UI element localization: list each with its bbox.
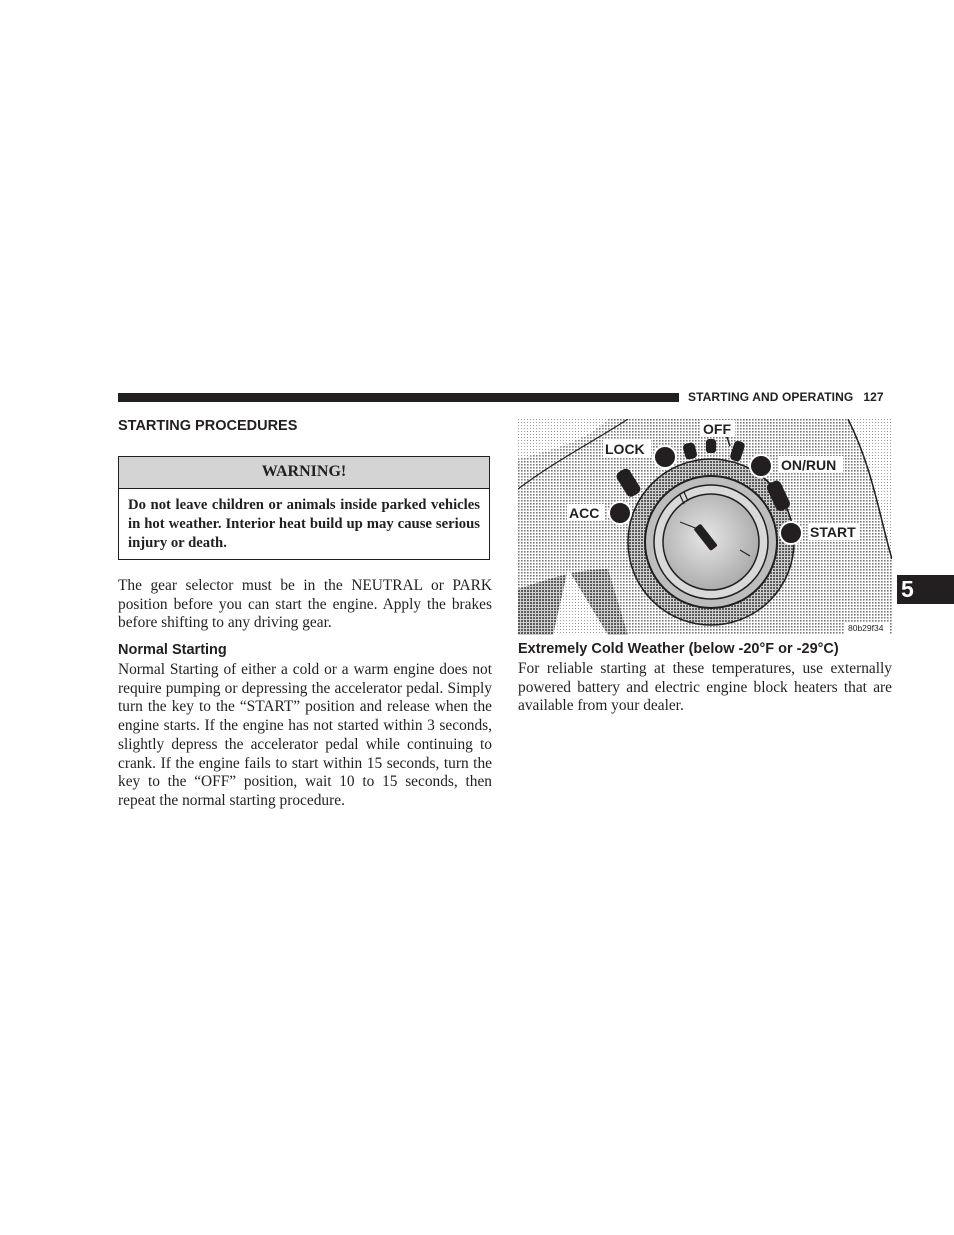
label-start: START <box>810 524 856 540</box>
warning-text: Do not leave children or animals inside parked vehicles in hot weather. Interior heat build up may cause serious injury or death. <box>128 497 480 551</box>
label-acc: ACC <box>569 505 600 521</box>
figure-code: 80b29f34 <box>848 623 884 633</box>
label-lock: LOCK <box>605 441 645 457</box>
header-rule <box>118 393 679 402</box>
chapter-number: 5 <box>901 576 914 602</box>
header-section-title: STARTING AND OPERATING <box>688 390 854 404</box>
intro-paragraph: The gear selector must be in the NEUTRAL or PARK position before you can start the engine. Apply the brakes before shifting to any driving gear. <box>118 577 492 632</box>
page-number: 127 <box>863 390 884 404</box>
ignition-switch-figure <box>518 419 892 635</box>
warning-box <box>118 456 490 560</box>
cold-weather-heading: Extremely Cold Weather (below -20°F or -29°C) <box>518 641 839 657</box>
running-header <box>688 390 884 404</box>
warning-title: WARNING! <box>119 457 489 489</box>
normal-starting-heading: Normal Starting <box>118 642 227 658</box>
normal-starting-text: Normal Starting of either a cold or a warm engine does not require pumping or depressing the accelerator pedal. Simply turn the key to the “START” position and release when the engine starts. If the engine has not started within 3 seconds, slightly depress the accelerator pedal while continuing to crank. If the engine fails to start within 15 seconds, turn the key to the “OFF” position, wait 10 to 15 seconds, then repeat the normal starting procedure. <box>118 661 492 809</box>
chapter-tab <box>897 575 954 604</box>
cold-weather-text: For reliable starting at these temperatures, use externally powered battery and electric engine block heaters that are available from your dealer. <box>518 660 892 715</box>
label-on-run: ON/RUN <box>781 457 837 473</box>
section-title: STARTING PROCEDURES <box>118 418 298 434</box>
label-off: OFF <box>703 421 731 437</box>
